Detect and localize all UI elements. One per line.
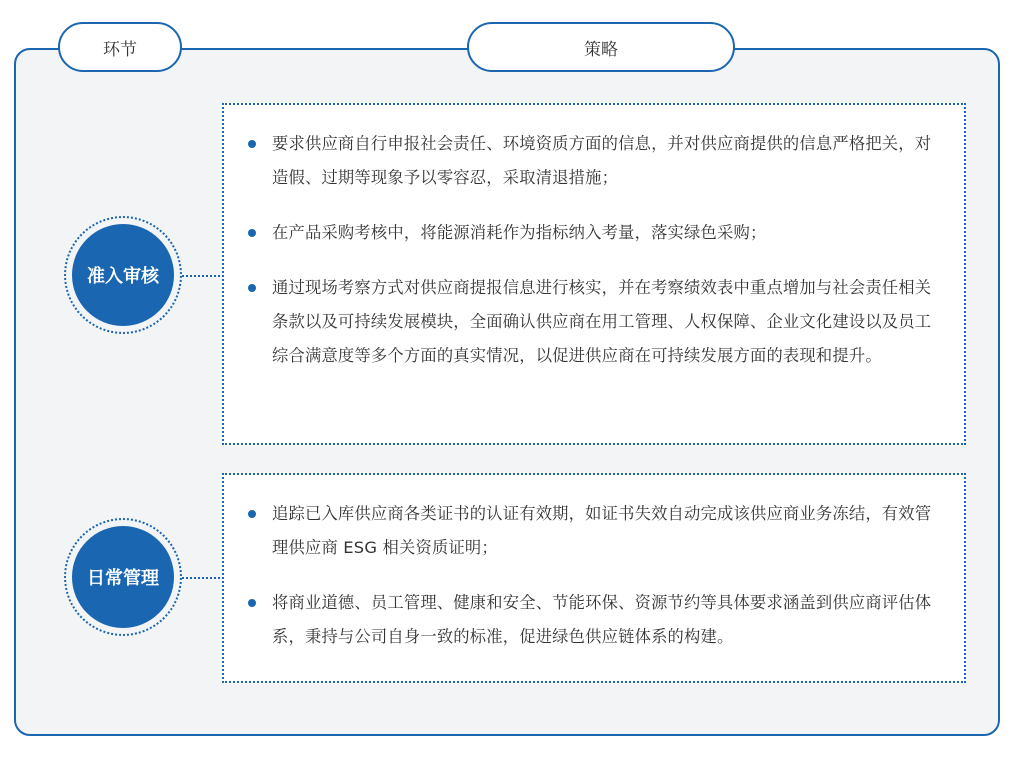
strategy-text: 在产品采购考核中，将能源消耗作为指标纳入考量，落实绿色采购； bbox=[272, 223, 767, 242]
stage-label: 日常管理 bbox=[72, 526, 174, 628]
strategy-item bbox=[248, 586, 942, 654]
strategy-text: 要求供应商自行申报社会责任、环境资质方面的信息，并对供应商提供的信息严格把关，对造假、过期等现象予以零容忍，采取清退措施； bbox=[272, 134, 932, 187]
bullet-dot-icon bbox=[248, 140, 256, 148]
strategy-box-admission-review bbox=[222, 103, 966, 445]
strategy-header-label: 策略 bbox=[584, 39, 618, 60]
strategy-item bbox=[248, 497, 942, 565]
strategy-column-header bbox=[467, 22, 735, 72]
bullet-dot-icon bbox=[248, 510, 256, 518]
strategy-item bbox=[248, 216, 942, 250]
strategy-text: 将商业道德、员工管理、健康和安全、节能环保、资源节约等具体要求涵盖到供应商评估体系，秉持与公司自身一致的标准，促进绿色供应链体系的构建。 bbox=[272, 593, 932, 646]
strategy-list bbox=[248, 497, 942, 654]
strategy-text: 通过现场考察方式对供应商提报信息进行核实，并在考察绩效表中重点增加与社会责任相关条款以及可持续发展模块，全面确认供应商在用工管理、人权保障、企业文化建设以及员工综合满意度等多个方面的真实情况，以促进供应商在可持续发展方面的表现和提升。 bbox=[272, 278, 932, 365]
connector-line bbox=[182, 577, 224, 579]
strategy-item bbox=[248, 127, 942, 195]
strategy-box-daily-management bbox=[222, 473, 966, 683]
bullet-dot-icon bbox=[248, 599, 256, 607]
strategy-text: 追踪已入库供应商各类证书的认证有效期，如证书失效自动完成该供应商业务冻结，有效管理供应商 ESG 相关资质证明； bbox=[272, 504, 932, 557]
stage-node-daily-management bbox=[64, 518, 182, 636]
stage-column-header bbox=[58, 22, 182, 72]
stage-label: 准入审核 bbox=[72, 224, 174, 326]
stage-node-admission-review bbox=[64, 216, 182, 334]
strategy-list bbox=[248, 127, 942, 373]
stage-header-label: 环节 bbox=[103, 39, 137, 60]
bullet-dot-icon bbox=[248, 284, 256, 292]
connector-line bbox=[182, 275, 224, 277]
strategy-item bbox=[248, 271, 942, 373]
bullet-dot-icon bbox=[248, 229, 256, 237]
